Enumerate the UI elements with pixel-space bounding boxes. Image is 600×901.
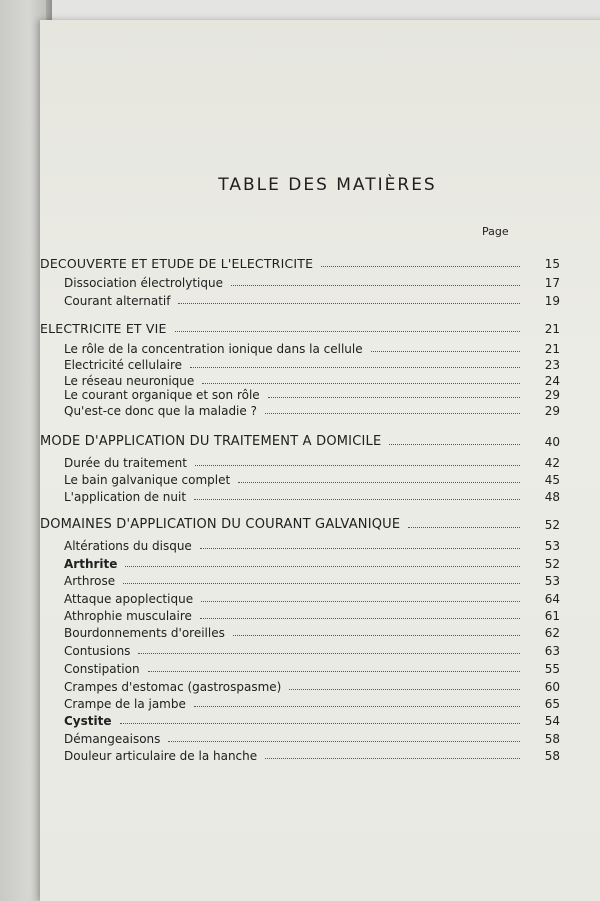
toc-entry-label: Arthrose xyxy=(64,574,116,588)
toc-page-number: 52 xyxy=(544,557,560,571)
toc-page-number: 58 xyxy=(544,732,560,746)
toc-page-number: 21 xyxy=(544,322,560,336)
toc-entry-label: Durée du traitement xyxy=(64,456,187,470)
page-column-label: Page xyxy=(482,225,509,238)
toc-section xyxy=(40,512,560,532)
toc-entry-label: Constipation xyxy=(64,662,140,676)
leader-dots xyxy=(389,444,520,445)
toc-page-number: 52 xyxy=(544,518,560,532)
toc-entry-label: Le réseau neuronique xyxy=(64,374,195,388)
toc-entry-label: Démangeaisons xyxy=(64,732,161,746)
toc-section xyxy=(40,316,560,336)
toc-page-number: 48 xyxy=(544,490,560,504)
toc-section xyxy=(40,251,560,271)
leader-dots xyxy=(175,331,520,332)
leader-dots xyxy=(238,482,520,483)
leader-dots xyxy=(201,601,520,602)
toc-entry-label: Crampe de la jambe xyxy=(64,697,186,711)
leader-dots xyxy=(233,635,520,636)
leader-dots xyxy=(194,499,520,500)
toc-page-number: 55 xyxy=(544,662,560,676)
toc-page-number: 29 xyxy=(544,404,560,418)
toc-entry-label: Le courant organique et son rôle xyxy=(64,388,260,402)
toc-page-number: 62 xyxy=(544,626,560,640)
toc-entry-label: Electricité cellulaire xyxy=(64,358,183,372)
toc-page-number: 29 xyxy=(544,388,560,402)
toc-section-title: MODE D'APPLICATION DU TRAITEMENT A DOMICILE xyxy=(40,434,382,449)
toc-entry xyxy=(40,620,560,640)
toc-entry xyxy=(40,708,560,728)
toc-entry-label: Cystite xyxy=(64,714,112,728)
toc-entry xyxy=(40,568,560,588)
leader-dots xyxy=(138,653,520,654)
toc-entry-label: L'application de nuit xyxy=(64,490,187,504)
toc-entry xyxy=(40,743,560,763)
toc-page-number: 19 xyxy=(544,294,560,308)
toc-entry xyxy=(40,533,560,553)
toc-section-title: ELECTRICITE ET VIE xyxy=(40,321,167,336)
toc-entry-label: Athrophie musculaire xyxy=(64,609,192,623)
leader-dots xyxy=(200,618,520,619)
toc-entry xyxy=(40,398,560,418)
leader-dots xyxy=(289,689,520,690)
toc-entry-label: Bourdonnements d'oreilles xyxy=(64,626,225,640)
leader-dots xyxy=(321,266,520,267)
toc-page-number: 61 xyxy=(544,609,560,623)
toc-page-number: 17 xyxy=(544,276,560,290)
toc-page-number: 15 xyxy=(544,257,560,271)
leader-dots xyxy=(168,741,520,742)
toc-page-number: 65 xyxy=(544,697,560,711)
leader-dots xyxy=(265,413,520,414)
toc-entry xyxy=(40,288,560,308)
leader-dots xyxy=(265,758,520,759)
page-title: TABLE DES MATIÈRES xyxy=(218,175,437,195)
toc-entry-label: Crampes d'estomac (gastrospasme) xyxy=(64,680,282,694)
toc-page-number: 21 xyxy=(544,342,560,356)
toc-page-number: 63 xyxy=(544,644,560,658)
leader-dots xyxy=(123,583,520,584)
toc-entry-label: Courant alternatif xyxy=(64,294,171,308)
leader-dots xyxy=(178,303,520,304)
toc-page-number: 54 xyxy=(544,714,560,728)
toc-entry-label: Altérations du disque xyxy=(64,539,192,553)
toc-entry xyxy=(40,656,560,676)
toc-section-title: DECOUVERTE ET ETUDE DE L'ELECTRICITE xyxy=(40,256,314,271)
toc-section xyxy=(40,429,560,449)
leader-dots xyxy=(120,723,521,724)
toc-entry xyxy=(40,484,560,504)
toc-page-number: 58 xyxy=(544,749,560,763)
toc-entry-label: Qu'est-ce donc que la maladie ? xyxy=(64,404,257,418)
toc-page-number: 53 xyxy=(544,539,560,553)
toc-entry xyxy=(40,270,560,290)
book-page xyxy=(40,20,600,901)
leader-dots xyxy=(194,706,520,707)
leader-dots xyxy=(195,465,520,466)
toc-entry-label: Contusions xyxy=(64,644,131,658)
leader-dots xyxy=(148,671,520,672)
toc-page-number: 24 xyxy=(544,374,560,388)
toc-page-number: 53 xyxy=(544,574,560,588)
leader-dots xyxy=(408,527,520,528)
toc-page-number: 64 xyxy=(544,592,560,606)
toc-entry-label: Le bain galvanique complet xyxy=(64,473,231,487)
toc-section-title: DOMAINES D'APPLICATION DU COURANT GALVANIQUE xyxy=(40,517,401,532)
toc-page-number: 60 xyxy=(544,680,560,694)
toc-page-number: 45 xyxy=(544,473,560,487)
toc-page-number: 42 xyxy=(544,456,560,470)
toc-page-number: 23 xyxy=(544,358,560,372)
toc-entry-label: Arthrite xyxy=(64,557,118,571)
toc-entry-label: Attaque apoplectique xyxy=(64,592,194,606)
toc-page-number: 40 xyxy=(544,435,560,449)
toc-entry xyxy=(40,638,560,658)
leader-dots xyxy=(231,285,520,286)
leader-dots xyxy=(125,566,520,567)
toc-entry-label: Le rôle de la concentration ionique dans la cellule xyxy=(64,342,363,356)
leader-dots xyxy=(200,548,520,549)
toc-entry-label: Dissociation électrolytique xyxy=(64,276,223,290)
toc-entry-label: Douleur articulaire de la hanche xyxy=(64,749,258,763)
